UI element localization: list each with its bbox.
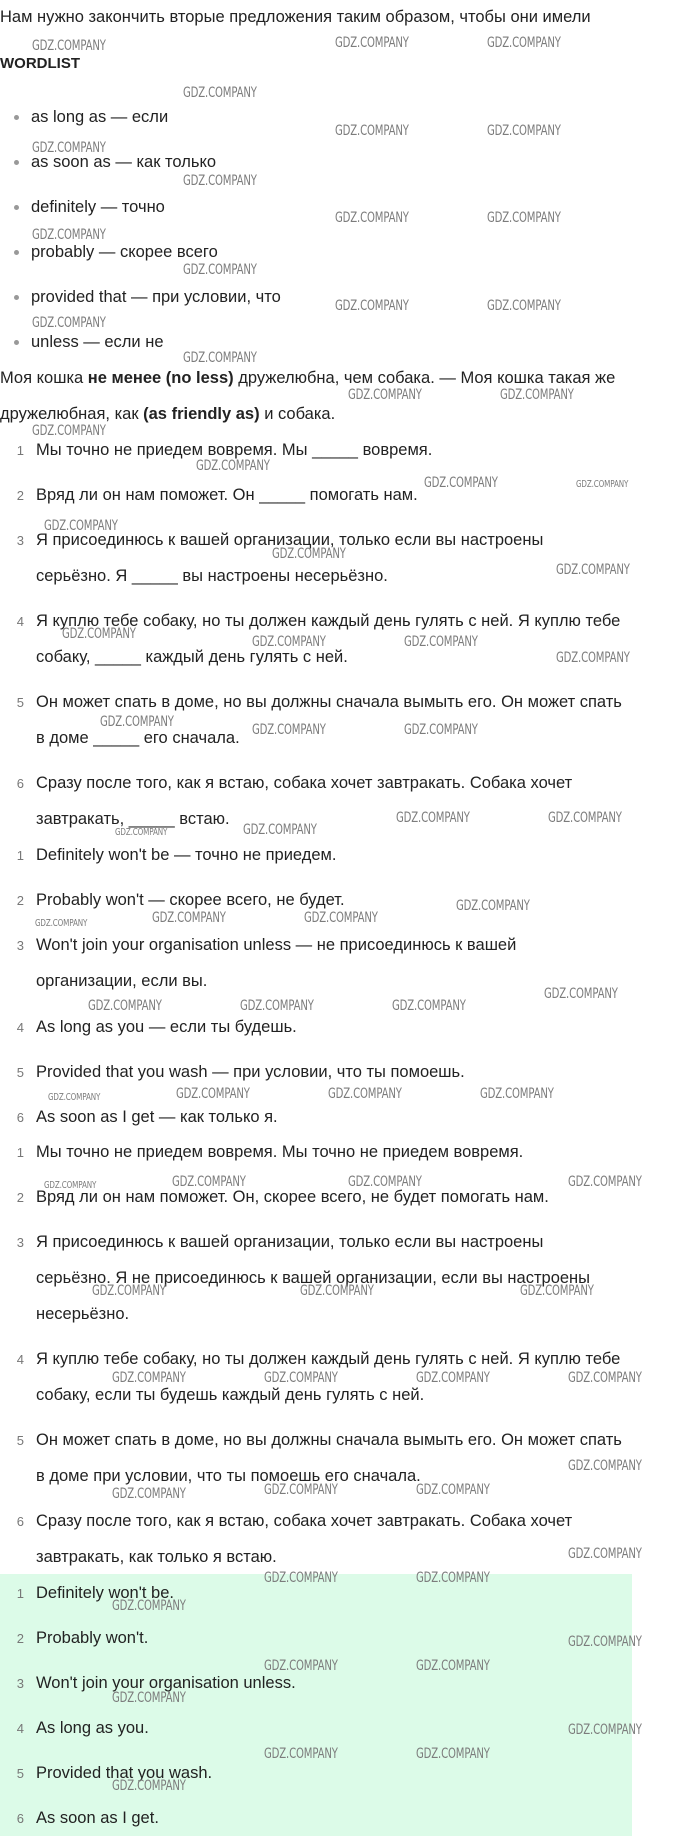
watermark: GDZ.COMPANY — [176, 1086, 250, 1102]
watermark: GDZ.COMPANY — [44, 1180, 97, 1191]
watermark: GDZ.COMPANY — [240, 998, 314, 1014]
watermark: GDZ.COMPANY — [112, 1598, 186, 1614]
bullet-icon — [14, 250, 19, 255]
watermark: GDZ.COMPANY — [335, 210, 409, 226]
watermark: GDZ.COMPANY — [112, 1778, 186, 1794]
answer-box — [0, 1574, 632, 1836]
watermark: GDZ.COMPANY — [392, 998, 466, 1014]
watermark: GDZ.COMPANY — [32, 423, 106, 439]
watermark: GDZ.COMPANY — [568, 1546, 642, 1562]
watermark: GDZ.COMPANY — [183, 173, 257, 189]
watermark: GDZ.COMPANY — [520, 1283, 594, 1299]
watermark: GDZ.COMPANY — [487, 123, 561, 139]
watermark: GDZ.COMPANY — [100, 714, 174, 730]
watermark: GDZ.COMPANY — [500, 387, 574, 403]
watermark: GDZ.COMPANY — [335, 298, 409, 314]
watermark: GDZ.COMPANY — [568, 1458, 642, 1474]
watermark: GDZ.COMPANY — [487, 35, 561, 51]
watermark: GDZ.COMPANY — [183, 85, 257, 101]
watermark: GDZ.COMPANY — [304, 910, 378, 926]
watermark: GDZ.COMPANY — [32, 38, 106, 54]
watermark: GDZ.COMPANY — [404, 634, 478, 650]
watermark: GDZ.COMPANY — [424, 475, 498, 491]
intro-text: Нам нужно закончить вторые предложения таким образом, чтобы они имели — [0, 8, 591, 26]
watermark: GDZ.COMPANY — [243, 822, 317, 838]
wordlist-item: as soon as — как только — [14, 153, 216, 172]
watermark: GDZ.COMPANY — [487, 298, 561, 314]
watermark: GDZ.COMPANY — [264, 1370, 338, 1386]
watermark: GDZ.COMPANY — [396, 810, 470, 826]
watermark: GDZ.COMPANY — [404, 722, 478, 738]
watermark: GDZ.COMPANY — [152, 910, 226, 926]
watermark: GDZ.COMPANY — [183, 350, 257, 366]
watermark: GDZ.COMPANY — [556, 562, 630, 578]
bullet-icon — [14, 160, 19, 165]
bullet-icon — [14, 115, 19, 120]
watermark: GDZ.COMPANY — [348, 387, 422, 403]
watermark: GDZ.COMPANY — [416, 1746, 490, 1762]
watermark: GDZ.COMPANY — [35, 918, 88, 929]
watermark: GDZ.COMPANY — [544, 986, 618, 1002]
example-line-2: дружелюбная, как (as friendly as) и собака. — [0, 405, 336, 423]
watermark: GDZ.COMPANY — [172, 1174, 246, 1190]
wordlist-title: WORDLIST — [0, 55, 80, 72]
watermark: GDZ.COMPANY — [44, 518, 118, 534]
watermark: GDZ.COMPANY — [348, 1174, 422, 1190]
watermark: GDZ.COMPANY — [456, 898, 530, 914]
watermark: GDZ.COMPANY — [416, 1570, 490, 1586]
wordlist-item: unless — если не — [14, 333, 164, 352]
watermark: GDZ.COMPANY — [568, 1174, 642, 1190]
watermark: GDZ.COMPANY — [576, 479, 629, 490]
wordlist-item: probably — скорее всего — [14, 243, 218, 262]
watermark: GDZ.COMPANY — [264, 1658, 338, 1674]
watermark: GDZ.COMPANY — [62, 626, 136, 642]
bullet-icon — [14, 205, 19, 210]
watermark: GDZ.COMPANY — [300, 1283, 374, 1299]
watermark: GDZ.COMPANY — [272, 546, 346, 562]
watermark: GDZ.COMPANY — [252, 722, 326, 738]
watermark: GDZ.COMPANY — [32, 227, 106, 243]
watermark: GDZ.COMPANY — [32, 315, 106, 331]
watermark: GDZ.COMPANY — [416, 1370, 490, 1386]
watermark: GDZ.COMPANY — [568, 1722, 642, 1738]
watermark: GDZ.COMPANY — [335, 35, 409, 51]
watermark: GDZ.COMPANY — [548, 810, 622, 826]
watermark: GDZ.COMPANY — [335, 123, 409, 139]
watermark: GDZ.COMPANY — [556, 650, 630, 666]
watermark: GDZ.COMPANY — [328, 1086, 402, 1102]
watermark: GDZ.COMPANY — [112, 1486, 186, 1502]
watermark: GDZ.COMPANY — [252, 634, 326, 650]
bullet-icon — [14, 295, 19, 300]
watermark: GDZ.COMPANY — [48, 1092, 101, 1103]
watermark: GDZ.COMPANY — [416, 1658, 490, 1674]
bullet-icon — [14, 340, 19, 345]
watermark: GDZ.COMPANY — [115, 827, 168, 838]
watermark: GDZ.COMPANY — [264, 1570, 338, 1586]
watermark: GDZ.COMPANY — [112, 1370, 186, 1386]
watermark: GDZ.COMPANY — [196, 458, 270, 474]
wordlist-item: as long as — если — [14, 108, 168, 127]
watermark: GDZ.COMPANY — [568, 1634, 642, 1650]
wordlist-item: definitely — точно — [14, 198, 165, 217]
watermark: GDZ.COMPANY — [487, 210, 561, 226]
watermark: GDZ.COMPANY — [92, 1283, 166, 1299]
watermark: GDZ.COMPANY — [183, 262, 257, 278]
watermark: GDZ.COMPANY — [264, 1482, 338, 1498]
watermark: GDZ.COMPANY — [568, 1370, 642, 1386]
example-line-1: Моя кошка не менее (no less) дружелюбна, чем собака. — Моя кошка такая же — [0, 369, 616, 387]
watermark: GDZ.COMPANY — [32, 140, 106, 156]
watermark: GDZ.COMPANY — [112, 1690, 186, 1706]
watermark: GDZ.COMPANY — [88, 998, 162, 1014]
wordlist-item: provided that — при условии, что — [14, 288, 281, 307]
watermark: GDZ.COMPANY — [480, 1086, 554, 1102]
watermark: GDZ.COMPANY — [264, 1746, 338, 1762]
watermark: GDZ.COMPANY — [416, 1482, 490, 1498]
